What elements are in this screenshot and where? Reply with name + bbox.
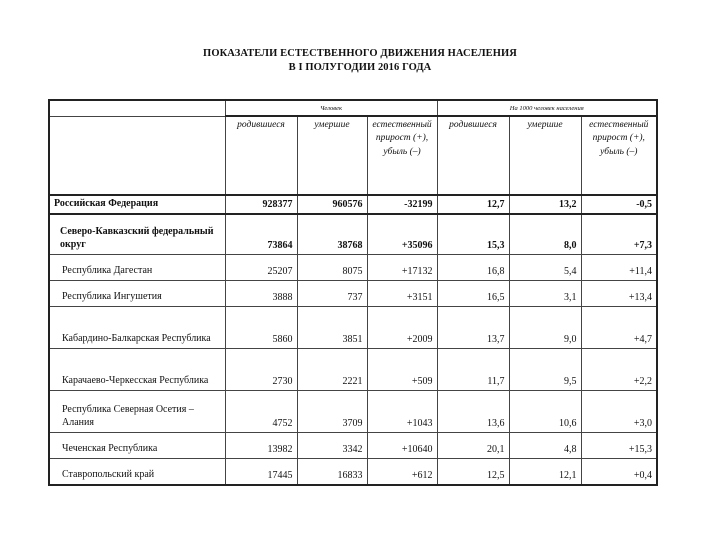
cell-died-rate: 8,0 (509, 214, 581, 255)
row-label: Республика Северная Осетия – Алания (49, 391, 225, 433)
cell-growth-rate: +4,7 (581, 307, 657, 349)
cell-died: 737 (297, 281, 367, 307)
table-row (49, 307, 657, 349)
group-header-persons: Человек (225, 100, 437, 116)
cell-growth-rate: +0,4 (581, 459, 657, 486)
table-row (49, 391, 657, 433)
cell-growth-rate: +3,0 (581, 391, 657, 433)
cell-born-rate: 12,7 (437, 195, 509, 214)
cell-growth-rate: +7,3 (581, 214, 657, 255)
cell-born-rate: 12,5 (437, 459, 509, 486)
cell-died: 3851 (297, 307, 367, 349)
cell-died: 2221 (297, 349, 367, 391)
cell-growth: +2009 (367, 307, 437, 349)
cell-growth: +612 (367, 459, 437, 486)
cell-born-rate: 16,8 (437, 255, 509, 281)
cell-died: 38768 (297, 214, 367, 255)
row-label: Чеченская Республика (49, 433, 225, 459)
col-header-born: родившиеся (225, 116, 297, 195)
cell-died: 3709 (297, 391, 367, 433)
doc-title-line1: ПОКАЗАТЕЛИ ЕСТЕСТВЕННОГО ДВИЖЕНИЯ НАСЕЛЕНИЯ (203, 48, 517, 59)
cell-died-rate: 3,1 (509, 281, 581, 307)
group-header-per-1000: На 1000 человек населения (437, 100, 657, 116)
cell-growth: +3151 (367, 281, 437, 307)
cell-growth: +509 (367, 349, 437, 391)
cell-born-rate: 11,7 (437, 349, 509, 391)
cell-growth: +17132 (367, 255, 437, 281)
table-row (49, 349, 657, 391)
row-label: Карачаево-Черкесская Республика (49, 349, 225, 391)
cell-born-rate: 16,5 (437, 281, 509, 307)
cell-growth: +10640 (367, 433, 437, 459)
cell-growth-rate: +15,3 (581, 433, 657, 459)
population-table (48, 99, 658, 486)
cell-growth: +35096 (367, 214, 437, 255)
cell-growth-rate: +13,4 (581, 281, 657, 307)
cell-born: 4752 (225, 391, 297, 433)
col-header-growth-per-1000: естественный прирост (+), убыль (–) (581, 116, 657, 195)
col-header-growth: естественный прирост (+), убыль (–) (367, 116, 437, 195)
col-header-died: умершие (297, 116, 367, 195)
row-label: Северо-Кавказский федеральный округ (49, 214, 225, 255)
cell-born: 17445 (225, 459, 297, 486)
row-label: Российская Федерация (49, 195, 225, 214)
header-corner (49, 100, 225, 116)
cell-died-rate: 4,8 (509, 433, 581, 459)
col-header-born-per-1000: родившиеся (437, 116, 509, 195)
cell-growth: +1043 (367, 391, 437, 433)
cell-died-rate: 5,4 (509, 255, 581, 281)
col-header-died-per-1000: умершие (509, 116, 581, 195)
cell-born-rate: 13,7 (437, 307, 509, 349)
cell-died: 16833 (297, 459, 367, 486)
cell-born-rate: 13,6 (437, 391, 509, 433)
cell-growth-rate: +11,4 (581, 255, 657, 281)
table-row (49, 281, 657, 307)
cell-died-rate: 10,6 (509, 391, 581, 433)
cell-growth-rate: -0,5 (581, 195, 657, 214)
cell-died-rate: 9,0 (509, 307, 581, 349)
cell-born-rate: 20,1 (437, 433, 509, 459)
cell-born: 73864 (225, 214, 297, 255)
cell-born: 928377 (225, 195, 297, 214)
cell-died: 960576 (297, 195, 367, 214)
cell-born: 5860 (225, 307, 297, 349)
cell-growth: -32199 (367, 195, 437, 214)
cell-died-rate: 9,5 (509, 349, 581, 391)
table-row (49, 433, 657, 459)
cell-born: 25207 (225, 255, 297, 281)
row-label: Кабардино-Балкарская Республика (49, 307, 225, 349)
cell-born: 13982 (225, 433, 297, 459)
header-corner-lower (49, 116, 225, 195)
row-label: Республика Дагестан (49, 255, 225, 281)
table-row (49, 255, 657, 281)
cell-growth-rate: +2,2 (581, 349, 657, 391)
table-row (49, 459, 657, 486)
table-row (49, 195, 657, 214)
cell-died-rate: 13,2 (509, 195, 581, 214)
doc-title-line2: В I ПОЛУГОДИИ 2016 ГОДА (288, 62, 432, 73)
cell-died-rate: 12,1 (509, 459, 581, 486)
cell-born: 3888 (225, 281, 297, 307)
cell-born-rate: 15,3 (437, 214, 509, 255)
row-label: Республика Ингушетия (49, 281, 225, 307)
cell-died: 8075 (297, 255, 367, 281)
cell-died: 3342 (297, 433, 367, 459)
row-label: Ставропольский край (49, 459, 225, 486)
table-row (49, 214, 657, 255)
cell-born: 2730 (225, 349, 297, 391)
